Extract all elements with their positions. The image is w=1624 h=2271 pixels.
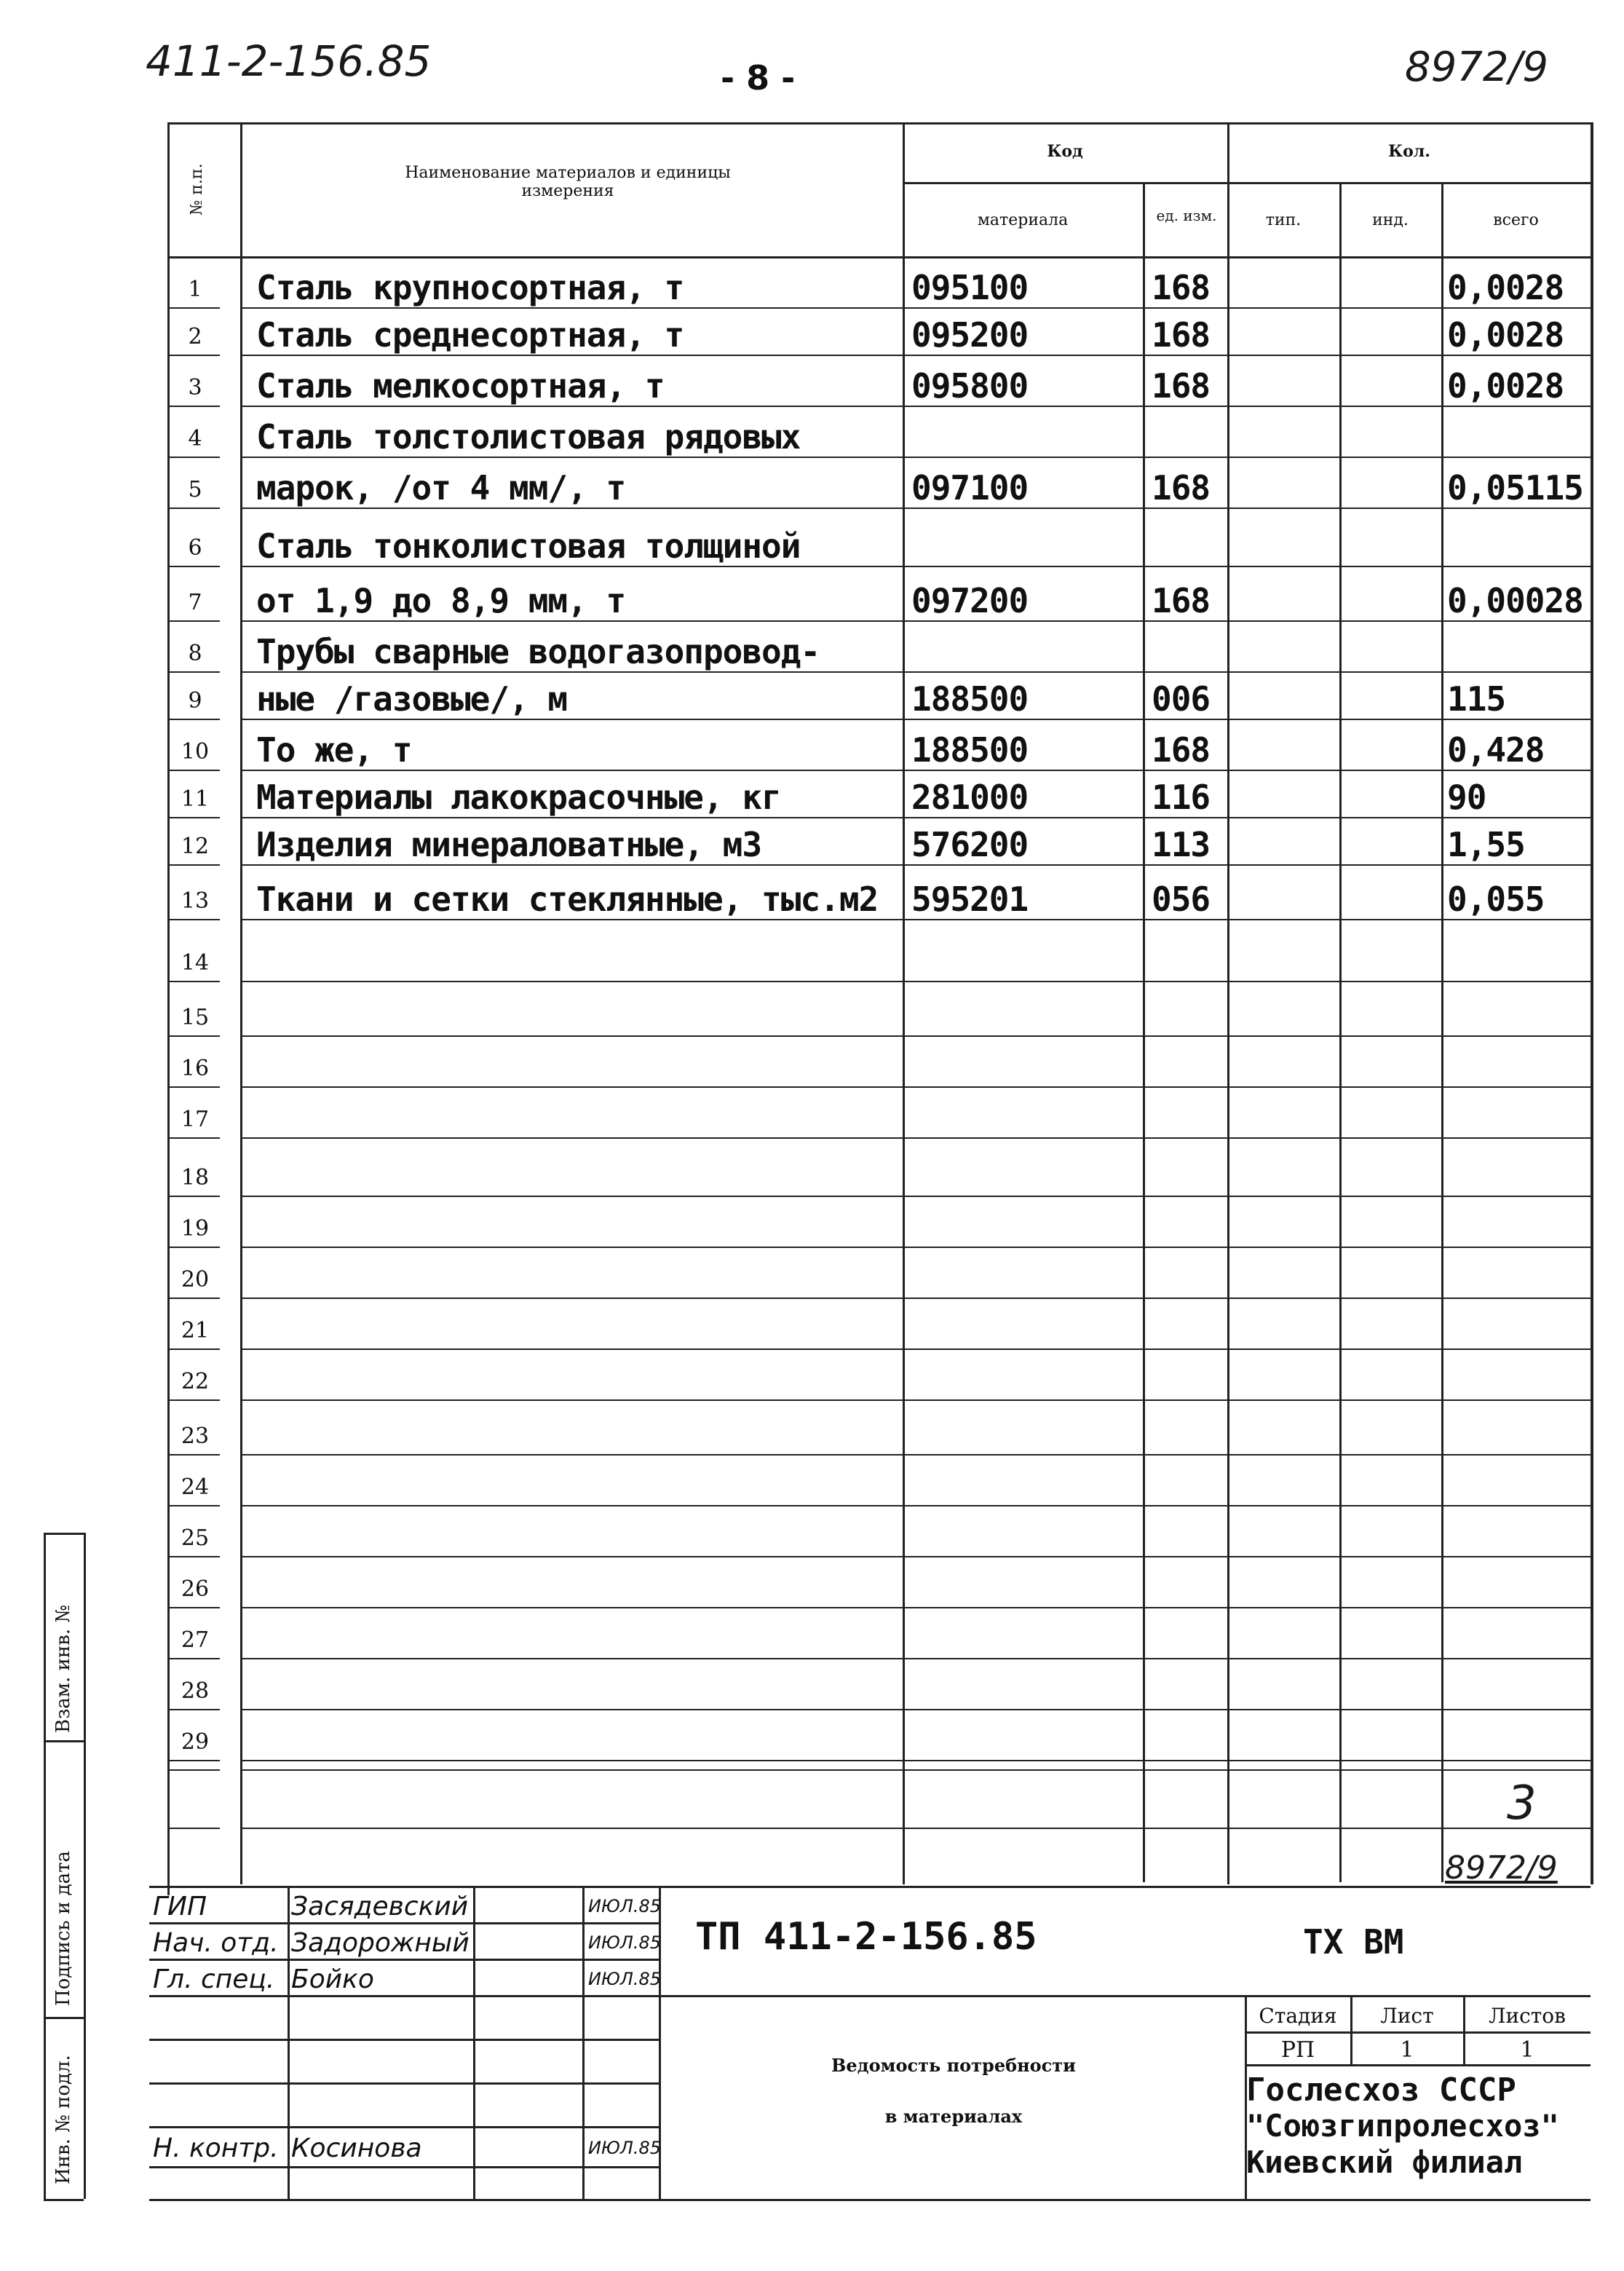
row-number-rule	[169, 1196, 220, 1197]
signer-date: ИЮЛ.85	[588, 1932, 662, 1953]
sheets-value: 1	[1520, 2037, 1534, 2063]
header-qty: Кол.	[1388, 142, 1430, 161]
row-rule	[240, 1607, 1591, 1608]
row-rule	[240, 981, 1591, 982]
signer-role: Гл. спец.	[153, 1964, 275, 1994]
row-number: 4	[188, 426, 202, 451]
signer-name: Бойко	[291, 1964, 374, 1994]
row-rule	[240, 1454, 1591, 1456]
doc-mark: ТХ ВМ	[1303, 1922, 1404, 1962]
qty-total: 0,0028	[1447, 268, 1564, 307]
row-number: 27	[181, 1627, 210, 1653]
row-rule	[240, 307, 1591, 309]
row-number-rule	[169, 1035, 220, 1037]
org-line-2: "Союзгипролесхоз"	[1246, 2108, 1559, 2144]
unit-code: 168	[1152, 315, 1211, 355]
signer-role: ГИП	[153, 1892, 207, 1922]
row-number-rule	[169, 1709, 220, 1710]
row-number: 6	[188, 535, 202, 561]
row-rule	[240, 1298, 1591, 1299]
row-rule	[240, 507, 1591, 509]
unit-code: 113	[1152, 825, 1211, 864]
row-number-rule	[169, 307, 220, 309]
row-rule	[240, 1035, 1591, 1037]
signer-role: Н. контр.	[153, 2133, 279, 2163]
qty-total: 90	[1447, 778, 1486, 817]
unit-code: 056	[1152, 880, 1211, 919]
row-number: 19	[181, 1216, 210, 1241]
signer-date: ИЮЛ.85	[588, 2138, 662, 2158]
material-name: Материалы лакокрасочные, кг	[256, 778, 781, 817]
unit-code: 168	[1152, 366, 1211, 406]
material-code: 095800	[911, 366, 1029, 406]
row-number-rule	[169, 1454, 220, 1456]
row-number-rule	[169, 919, 220, 920]
row-number: 13	[181, 888, 210, 914]
sheet-value: 1	[1400, 2037, 1414, 2063]
row-number: 7	[188, 590, 202, 615]
material-name: Сталь среднесортная, т	[256, 315, 684, 355]
doc-title-line-2: в материалах	[884, 2106, 1023, 2127]
row-rule	[240, 919, 1591, 920]
signer-date: ИЮЛ.85	[588, 1969, 662, 1989]
sheet-note-archive: 8972/9	[1445, 1849, 1558, 1887]
qty-total: 0,055	[1447, 880, 1545, 919]
row-number-rule	[169, 457, 220, 458]
sheet-label: Лист	[1380, 2004, 1434, 2028]
header-name: Наименование материалов и единицы измерения	[405, 164, 731, 200]
row-number-rule	[169, 1607, 220, 1608]
row-rule	[240, 770, 1591, 771]
row-number: 15	[181, 1005, 210, 1030]
row-rule	[240, 1769, 1591, 1771]
row-rule	[240, 1556, 1591, 1557]
material-code: 097200	[911, 581, 1029, 620]
row-number: 25	[181, 1525, 210, 1551]
row-number: 8	[188, 641, 202, 666]
material-name: Сталь крупносортная, т	[256, 268, 684, 307]
material-name: Ткани и сетки стеклянные, тыс.м2	[256, 880, 879, 919]
header-ind: инд.	[1372, 211, 1409, 229]
unit-code: 168	[1152, 581, 1211, 620]
sheets-label: Листов	[1489, 2004, 1566, 2028]
material-code: 188500	[911, 679, 1029, 719]
header-num: № п.п.	[188, 163, 206, 216]
material-code: 095200	[911, 315, 1029, 355]
podpis-label: Подпись и дата	[52, 1851, 74, 2006]
row-number: 1	[188, 277, 202, 302]
unit-code: 116	[1152, 778, 1211, 817]
material-name: Сталь мелкосортная, т	[256, 366, 665, 406]
qty-total: 115	[1447, 679, 1506, 719]
row-number-rule	[169, 566, 220, 567]
row-rule	[240, 1399, 1591, 1401]
row-number-rule	[169, 1769, 220, 1771]
row-number-rule	[169, 1658, 220, 1659]
row-number-rule	[169, 1247, 220, 1248]
row-rule	[240, 1137, 1591, 1139]
material-name: ные /газовые/, м	[256, 679, 568, 719]
unit-code: 168	[1152, 268, 1211, 307]
stage-value: РП	[1280, 2037, 1315, 2063]
row-number: 2	[188, 324, 202, 349]
row-rule	[240, 1760, 1591, 1761]
row-rule	[240, 457, 1591, 458]
material-name: Сталь толстолистовая рядовых	[256, 417, 801, 457]
qty-total: 0,05115	[1447, 468, 1583, 507]
row-number-rule	[169, 1505, 220, 1506]
row-number-rule	[169, 507, 220, 509]
project-code: ТП 411-2-156.85	[695, 1915, 1037, 1959]
row-number: 11	[181, 786, 210, 812]
row-number: 20	[181, 1267, 210, 1292]
row-number: 10	[181, 739, 210, 765]
row-rule	[240, 620, 1591, 622]
row-number-rule	[169, 406, 220, 407]
signer-name: Засядевский	[291, 1892, 469, 1922]
row-number-rule	[169, 1399, 220, 1401]
row-rule	[240, 671, 1591, 673]
row-number-rule	[169, 1348, 220, 1350]
row-number-rule	[169, 1760, 220, 1761]
header-typ: тип.	[1265, 211, 1302, 229]
row-number-rule	[169, 817, 220, 818]
unit-code: 168	[1152, 730, 1211, 770]
row-rule	[240, 355, 1591, 356]
row-number-rule	[169, 1556, 220, 1557]
row-number: 28	[181, 1678, 210, 1704]
row-number-rule	[169, 1086, 220, 1088]
row-number: 18	[181, 1165, 210, 1190]
signer-date: ИЮЛ.85	[588, 1896, 662, 1916]
row-rule	[240, 566, 1591, 567]
unit-code: 168	[1152, 468, 1211, 507]
row-rule	[240, 817, 1591, 818]
header-code: Код	[1047, 142, 1083, 161]
material-name: Сталь тонколистовая толщиной	[256, 526, 801, 566]
row-rule	[240, 1247, 1591, 1248]
material-name: Трубы сварные водогазопровод-	[256, 632, 820, 671]
archive-number: 8972/9	[1405, 44, 1549, 91]
row-number: 16	[181, 1056, 210, 1081]
row-rule	[240, 864, 1591, 866]
signer-name: Задорожный	[291, 1928, 470, 1958]
qty-total: 0,0028	[1447, 366, 1564, 406]
inv-label: Инв. № подл.	[52, 2055, 74, 2184]
material-name: от 1,9 до 8,9 мм, т	[256, 581, 626, 620]
row-number: 12	[181, 834, 210, 859]
org-line-1: Гослесхоз СССР	[1246, 2071, 1516, 2109]
header-material: материала	[977, 211, 1069, 229]
row-rule	[240, 1086, 1591, 1088]
qty-total: 0,428	[1447, 730, 1545, 770]
material-name: Изделия минераловатные, м3	[256, 825, 762, 864]
vzam-label: Взам. инв. №	[52, 1605, 74, 1733]
row-number: 23	[181, 1423, 210, 1449]
signer-name: Косинова	[291, 2133, 422, 2163]
material-code: 576200	[911, 825, 1029, 864]
row-number: 5	[188, 477, 202, 502]
material-name: марок, /от 4 мм/, т	[256, 468, 626, 507]
row-number: 9	[188, 688, 202, 714]
qty-total: 1,55	[1447, 825, 1525, 864]
row-number-rule	[169, 620, 220, 622]
page-marker: - 8 -	[721, 58, 796, 98]
material-name: То же, т	[256, 730, 412, 770]
row-number-rule	[169, 981, 220, 982]
row-number: 24	[181, 1474, 210, 1500]
row-rule	[240, 1196, 1591, 1197]
material-code: 097100	[911, 468, 1029, 507]
row-number-rule	[169, 719, 220, 720]
material-code: 595201	[911, 880, 1029, 919]
row-number-rule	[169, 671, 220, 673]
signer-role: Нач. отд.	[153, 1928, 279, 1958]
row-number: 3	[188, 375, 202, 400]
row-number: 17	[181, 1107, 210, 1132]
row-rule	[240, 1348, 1591, 1350]
row-number: 29	[181, 1729, 210, 1755]
qty-total: 0,00028	[1447, 581, 1583, 620]
row-rule	[240, 1658, 1591, 1659]
row-number: 21	[181, 1318, 210, 1343]
row-number: 26	[181, 1576, 210, 1602]
material-code: 281000	[911, 778, 1029, 817]
header-unit: ед. изм.	[1156, 207, 1217, 224]
row-number-rule	[169, 1828, 220, 1829]
row-rule	[240, 1505, 1591, 1506]
row-number-rule	[169, 355, 220, 356]
row-number-rule	[169, 770, 220, 771]
row-rule	[240, 719, 1591, 720]
header-total: всего	[1493, 211, 1539, 229]
row-number-rule	[169, 864, 220, 866]
unit-code: 006	[1152, 679, 1211, 719]
material-code: 095100	[911, 268, 1029, 307]
row-rule	[240, 1709, 1591, 1710]
row-rule	[240, 1828, 1591, 1829]
sheet-note: 3	[1507, 1777, 1537, 1830]
row-number: 22	[181, 1369, 210, 1394]
doc-title-line-1: Ведомость потребности	[831, 2055, 1076, 2076]
org-line-3: Киевский филиал	[1246, 2144, 1523, 2180]
material-code: 188500	[911, 730, 1029, 770]
stage-label: Стадия	[1259, 2004, 1337, 2028]
row-number: 14	[181, 950, 210, 976]
row-number-rule	[169, 1298, 220, 1299]
qty-total: 0,0028	[1447, 315, 1564, 355]
row-number-rule	[169, 1137, 220, 1139]
row-rule	[240, 406, 1591, 407]
doc-code: 411-2-156.85	[146, 36, 432, 86]
